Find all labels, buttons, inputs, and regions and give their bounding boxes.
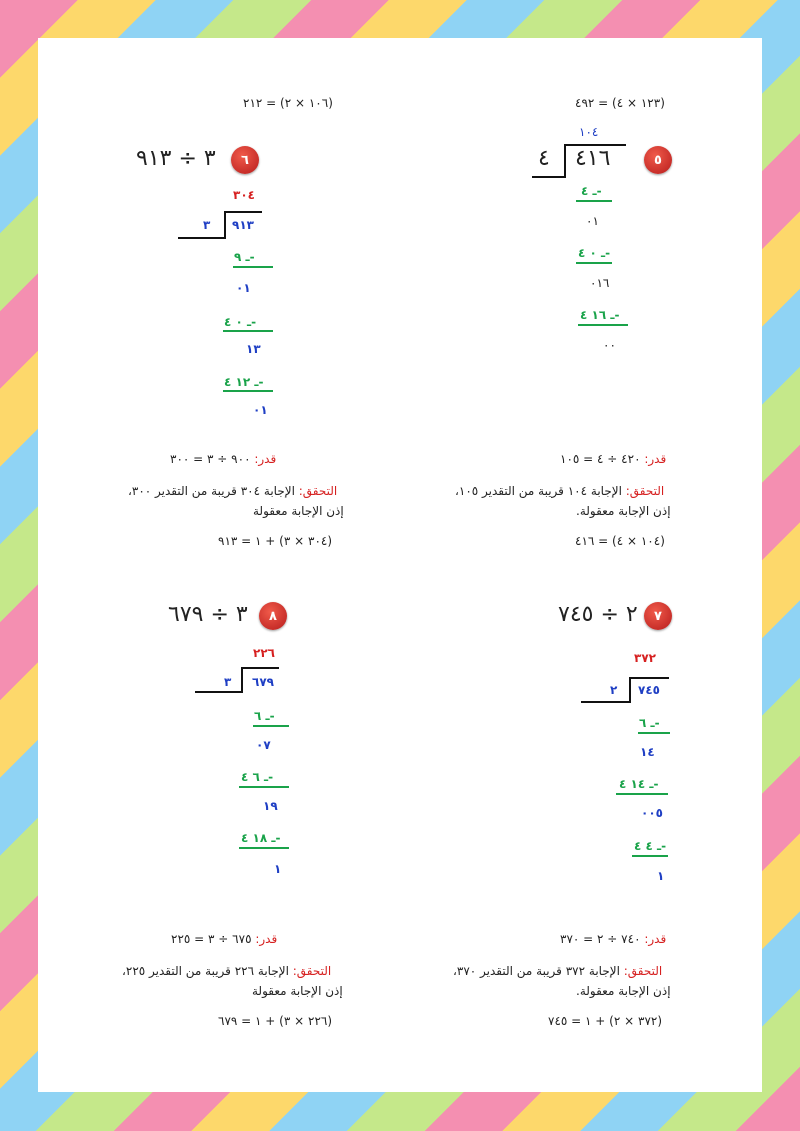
p6-expression: ٣ ÷ ٩١٣: [136, 146, 216, 171]
p6-step-2: ٠١: [236, 281, 251, 295]
p8-check: [122, 964, 331, 978]
p6-top-check: (١٠٦ × ٢) = ٢١٢: [243, 96, 333, 110]
p5-divisor: ٤: [538, 146, 550, 171]
p8-divisor: ٣: [224, 675, 232, 689]
p7-expression: ٢ ÷ ٧٤٥: [558, 602, 638, 627]
p8-quotient: ٢٢٦: [253, 646, 275, 660]
p6-step-line-1: [233, 266, 273, 268]
p5-division-base: [532, 176, 566, 178]
p7-division-wall: [629, 677, 631, 703]
p5-number-badge: ٥: [644, 146, 672, 174]
p7-step-2: ١٤: [640, 745, 655, 759]
p5-check-line1: الإجابة ١٠٤ قريبة من التقدير ١٠٥،: [455, 484, 622, 498]
p6-estimate-label: قدر:: [254, 452, 277, 466]
p7-check-line2: إذن الإجابة معقولة.: [576, 984, 671, 998]
p5-step-1: -ـ ٤: [581, 184, 602, 198]
p5-step-line-1: [576, 200, 612, 202]
p6-estimate: [170, 452, 276, 466]
p7-dividend: ٧٤٥: [638, 683, 660, 697]
p7-estimate-label: قدر:: [644, 932, 667, 946]
p5-step-line-2: [576, 262, 612, 264]
p5-quotient: ١٠٤: [579, 125, 599, 139]
p7-estimate-value: ٧٤٠ ÷ ٢ = ٣٧٠: [560, 932, 641, 946]
p5-check: [455, 484, 664, 498]
p6-division-bar: [224, 211, 262, 213]
p8-estimate: [171, 932, 277, 946]
p6-check-line2: إذن الإجابة معقولة: [253, 504, 344, 518]
p6-check-line1: الإجابة ٣٠٤ قريبة من التقدير ٣٠٠،: [128, 484, 295, 498]
p6-step-line-2: [223, 330, 273, 332]
p7-division-base: [581, 701, 631, 703]
p7-number-badge: ٧: [644, 602, 672, 630]
p7-estimate: [560, 932, 666, 946]
p6-step-6: ٠١: [253, 403, 268, 417]
p8-step-2: ٠٧: [256, 738, 271, 752]
p8-division-bar: [241, 667, 279, 669]
p8-step-3: -ـ ٦ ٤: [241, 770, 274, 784]
p5-verify: (١٠٤ × ٤) = ٤١٦: [575, 534, 665, 548]
p5-step-2: ٠١: [586, 214, 599, 228]
p8-step-line-2: [239, 786, 289, 788]
p8-number-badge: ٨: [259, 602, 287, 630]
p6-number-badge: ٦: [231, 146, 259, 174]
p6-step-5: -ـ ١٢ ٤: [224, 375, 264, 389]
p8-verify: (٢٢٦ × ٣) + ١ = ٦٧٩: [218, 1014, 333, 1028]
p6-division-base: [178, 237, 226, 239]
p6-step-1: -ـ ٩: [234, 250, 255, 264]
p8-division-wall: [241, 667, 243, 693]
p6-estimate-value: ٩٠٠ ÷ ٣ = ٣٠٠: [170, 452, 251, 466]
p5-top-check: (١٢٣ × ٤) = ٤٩٢: [575, 96, 665, 110]
p8-step-5: -ـ ١٨ ٤: [241, 831, 281, 845]
p7-divisor: ٢: [610, 683, 618, 697]
p7-verify: (٣٧٢ × ٢) + ١ = ٧٤٥: [548, 1014, 663, 1028]
worksheet-page: [38, 38, 762, 1092]
p8-estimate-label: قدر:: [255, 932, 278, 946]
p6-dividend: ٩١٣: [232, 218, 254, 232]
p6-quotient: ٣٠٤: [233, 188, 255, 202]
p5-dividend: ٤١٦: [575, 146, 611, 171]
p5-step-4: ٠١٦: [590, 276, 610, 290]
p5-estimate: [560, 452, 666, 466]
p5-check-line2: إذن الإجابة معقولة.: [576, 504, 671, 518]
p7-step-6: ١: [657, 869, 665, 883]
p8-step-1: -ـ ٦: [254, 709, 275, 723]
p8-check-label: التحقق:: [292, 964, 332, 978]
p8-step-line-3: [239, 847, 289, 849]
p5-step-3: -ـ ٠ ٤: [578, 246, 611, 260]
p6-step-4: ١٣: [246, 342, 261, 356]
p7-step-3: -ـ ١٤ ٤: [619, 777, 659, 791]
p8-step-line-1: [253, 725, 289, 727]
p7-step-5: -ـ ٤ ٤: [634, 839, 667, 853]
p6-check-label: التحقق:: [298, 484, 338, 498]
p5-division-wall: [564, 144, 566, 178]
p7-division-bar: [629, 677, 669, 679]
p7-step-line-1: [638, 732, 670, 734]
p8-expression: ٣ ÷ ٦٧٩: [168, 602, 248, 627]
p7-check-label: التحقق:: [623, 964, 663, 978]
p7-check-line1: الإجابة ٣٧٢ قريبة من التقدير ٣٧٠،: [453, 964, 620, 978]
p6-divisor: ٣: [203, 218, 211, 232]
p8-step-6: ١: [274, 862, 282, 876]
p5-step-6: ٠٠: [603, 338, 616, 352]
p8-step-4: ١٩: [263, 799, 278, 813]
p7-check: [453, 964, 662, 978]
p5-step-line-3: [578, 324, 628, 326]
p8-division-base: [195, 691, 243, 693]
p6-check: [128, 484, 337, 498]
p8-check-line1: الإجابة ٢٢٦ قريبة من التقدير ٢٢٥،: [122, 964, 289, 978]
p6-division-wall: [224, 211, 226, 239]
p8-check-line2: إذن الإجابة معقولة: [252, 984, 343, 998]
p6-step-3: -ـ ٠ ٤: [224, 315, 257, 329]
p5-estimate-value: ٤٢٠ ÷ ٤ = ١٠٥: [560, 452, 641, 466]
p8-dividend: ٦٧٩: [252, 675, 274, 689]
p5-estimate-label: قدر:: [644, 452, 667, 466]
p8-estimate-value: ٦٧٥ ÷ ٣ = ٢٢٥: [171, 932, 252, 946]
p5-step-5: -ـ ١٦ ٤: [580, 308, 620, 322]
p7-step-1: -ـ ٦: [639, 716, 660, 730]
p6-verify: (٣٠٤ × ٣) + ١ = ٩١٣: [218, 534, 333, 548]
p5-check-label: التحقق:: [625, 484, 665, 498]
p7-step-line-2: [616, 793, 668, 795]
p6-step-line-3: [223, 390, 273, 392]
p7-step-line-3: [632, 855, 668, 857]
p7-step-4: ٠٠٥: [641, 806, 663, 820]
p7-quotient: ٣٧٢: [634, 651, 656, 665]
